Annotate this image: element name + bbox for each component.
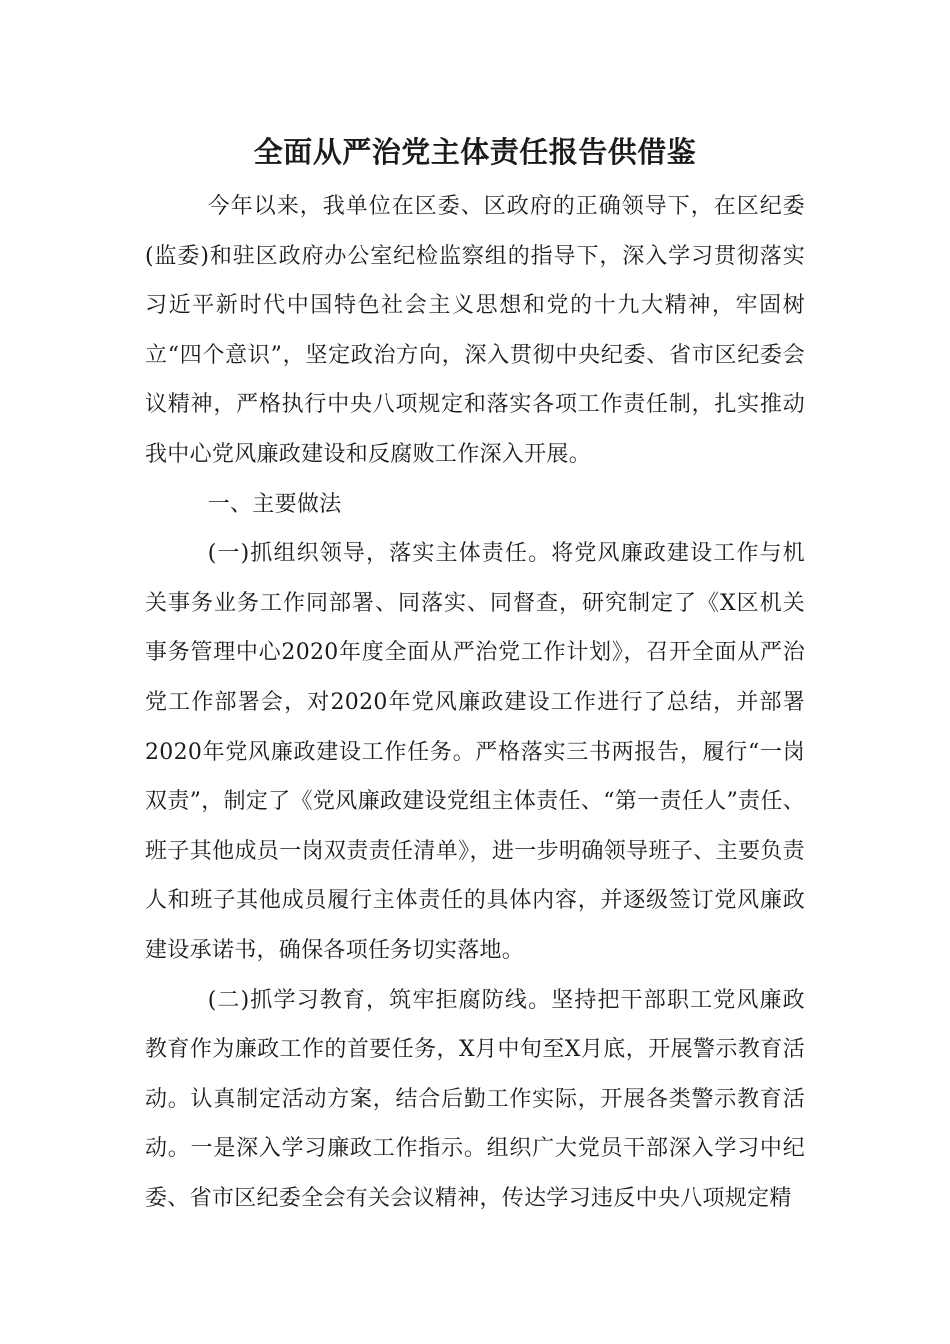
document-title: 全面从严治党主体责任报告供借鉴 xyxy=(253,135,697,169)
document-body xyxy=(145,182,805,1223)
paragraph-organization-leadership: (一)抓组织领导，落实主体责任。将党风廉政建设工作与机关事务业务工作同部署、同落实、同督查，研究制定了《X区机关事务管理中心2020年度全面从严治党工作计划》，召开全面从严治党工作部署会，对2020年党风廉政建设工作进行了总结，并部署2020年党风廉政建设工作任务。严格落实三书两报告，履行“一岗双责”，制定了《党风廉政建设党组主体责任、“第一责任人”责任、班子其他成员一岗双责责任清单》，进一步明确领导班子、主要负责人和班子其他成员履行主体责任的具体内容，并逐级签订党风廉政建设承诺书，确保各项任务切实落地。 xyxy=(145,541,805,963)
paragraph-intro: 今年以来，我单位在区委、区政府的正确领导下，在区纪委(监委)和驻区政府办公室纪检监察组的指导下，深入学习贯彻落实习近平新时代中国特色社会主义思想和党的十九大精神，牢固树立“四个意识”，坚定政治方向，深入贯彻中央纪委、省市区纪委会议精神，严格执行中央八项规定和落实各项工作责任制，扎实推动我中心党风廉政建设和反腐败工作深入开展。 xyxy=(145,194,805,467)
section-heading-main-practices: 一、主要做法 xyxy=(207,491,342,517)
paragraph-study-education: (二)抓学习教育，筑牢拒腐防线。坚持把干部职工党风廉政教育作为廉政工作的首要任务，X月中旬至X月底，开展警示教育活动。认真制定活动方案，结合后勤工作实际，开展各类警示教育活动。一是深入学习廉政工作指示。组织广大党员干部深入学习中纪委、省市区纪委全会有关会议精神，传达学习违反中央八项规定精 xyxy=(145,987,805,1211)
